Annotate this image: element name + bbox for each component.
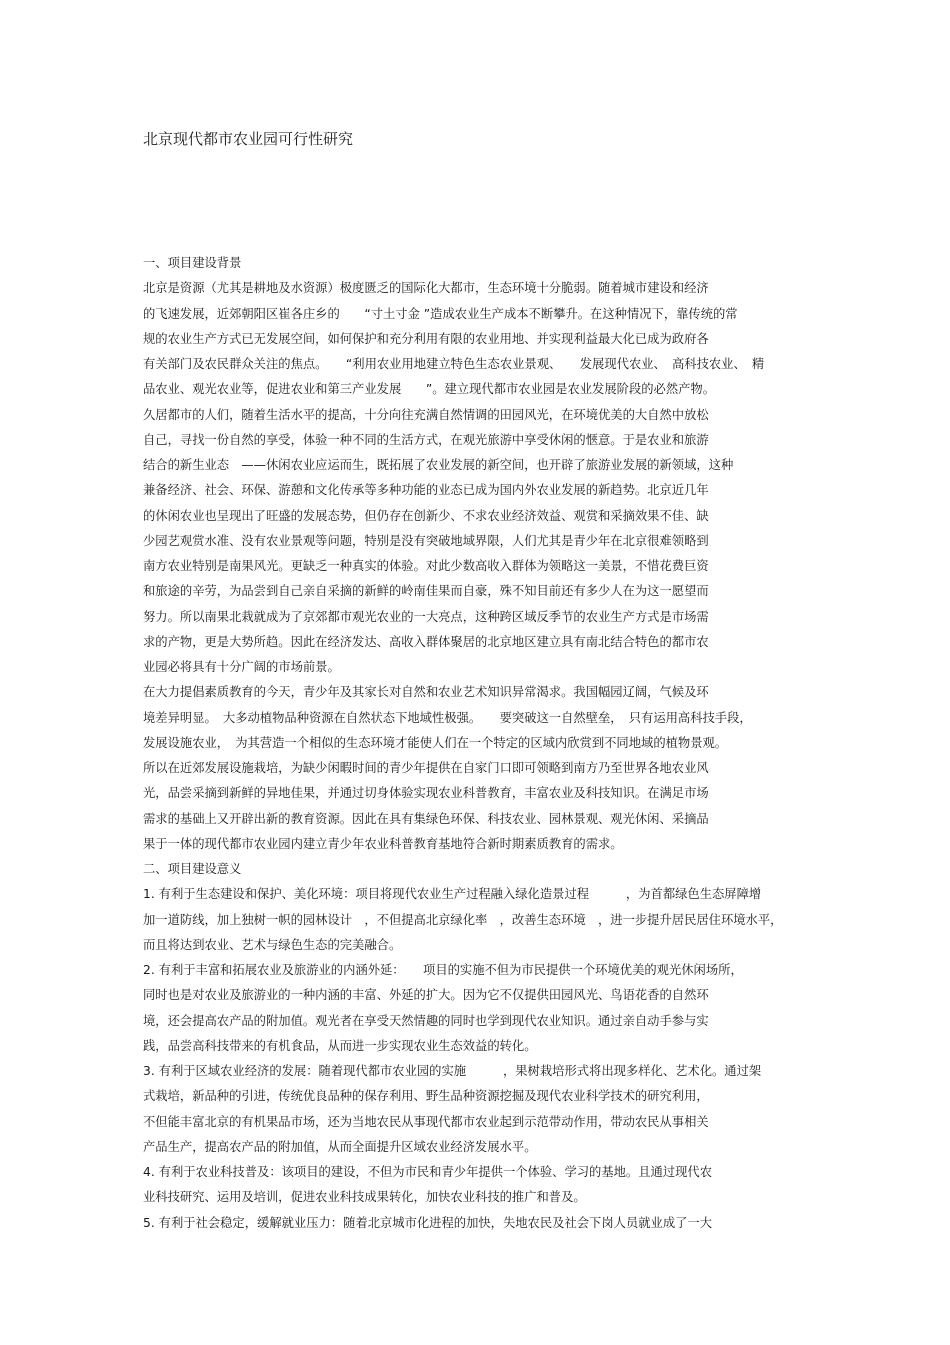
text-line: 兼备经济、社会、环保、游憩和文化传承等多种功能的业态已成为国内外农业发展的新趋势。北京近几年 [143, 483, 709, 498]
text-line: 自己，寻找一份自然的享受，体验一种不同的生活方式，在观光旅游中享受休闲的惬意。于是农业和旅游 [143, 432, 709, 447]
text-line: 二、项目建设意义 [143, 862, 242, 876]
text-line: 同时也是对农业及旅游业的一种内涵的丰富、外延的扩大。因为它不仅提供田园风光、鸟语花香的自然环 [143, 988, 709, 1003]
text-line: 式栽培，新品种的引进，传统优良品种的保存利用、野生品种资源挖掘及现代农业科学技术的研究利用， [143, 1089, 709, 1104]
text-line: 不但能丰富北京的有机果品市场，还为当地农民从事现代都市农业起到示范带动作用，带动农民从事相关 [143, 1114, 709, 1129]
text-line: 求的产物，更是大势所趋。因此在经济发达、高收入群体聚居的北京地区建立具有南北结合特色的都市农 [143, 634, 709, 649]
text-line: 境，还会提高农产品的附加值。观光者在享受天然情趣的同时也学到现代农业知识。通过亲自动手参与实 [143, 1013, 709, 1028]
text-line: 5. 有利于社会稳定，缓解就业压力：随着北京城市化进程的加快，失地农民及社会下岗人员就业成了一大 [143, 1215, 713, 1230]
text-line: 在大力提倡素质教育的今天，青少年及其家长对自然和农业艺术知识异常渴求。我国幅园辽阔，气候及环 [143, 685, 709, 700]
text-line: 一、项目建设背景 [143, 256, 242, 270]
text-line: 4. 有利于农业科技普及：该项目的建设，不但为市民和青少年提供一个体验、学习的基地。且通过现代农 [143, 1165, 713, 1179]
text-line: 结合的新生业态 ——休闲农业应运而生，既拓展了农业发展的新空间，也开辟了旅游业发展的新领域，这种 [143, 458, 734, 472]
text-line: 2. 有利于丰富和拓展农业及旅游业的内涵外延： 项目的实施不但为市民提供一个环境优美的观光休闲场所， [143, 963, 743, 977]
text-line: 有关部门及农民群众关注的焦点。 “利用农业用地建立特色生态农业景观、 发展现代农业、 高科技农业、 精 [143, 357, 765, 371]
text-line: 久居都市的人们，随着生活水平的提高，十分向往充满自然情调的田园风光，在环境优美的大自然中放松 [143, 407, 709, 422]
text-line: 1. 有利于生态建设和保护、美化环境：项目将现代农业生产过程融入绿化造景过程 ，为首都绿色生态屏障增 [143, 887, 762, 902]
text-line: 境差异明显。 大多动植物品种资源在自然状态下地域性极强。 要突破这一自然壁垒， 只有运用高科技手段， [143, 710, 752, 725]
text-line: 所以在近郊发展设施栽培，为缺少闲暇时间的青少年提供在自家门口即可领略到南方乃至世界各地农业风 [143, 761, 709, 775]
text-line: 践，品尝高科技带来的有机食品，从而进一步实现农业生态效益的转化。 [143, 1038, 537, 1053]
document-title: 北京现代都市农业园可行性研究 [143, 130, 354, 148]
text-line: 业园必将具有十分广阔的市场前景。 [143, 660, 340, 674]
text-line: 加一道防线，加上独树一帜的园林设计 ，不但提高北京绿化率 ，改善生态环境 ，进一步提升居民居住环境水平， [143, 912, 783, 927]
text-line: 规的农业生产方式已无发展空间，如何保护和充分利用有限的农业用地、并实现利益最大化已成为政府各 [143, 331, 709, 346]
text-line: 发展设施农业， 为其营造一个相似的生态环境才能使人们在一个特定的区域内欣赏到不同地域的植物景观。 [143, 735, 728, 750]
text-line: 南方农业特别是南果风光。更缺乏一种真实的体验。对此少数高收入群体为领略这一美景，不惜花费巨资 [143, 559, 709, 573]
text-line: 而且将达到农业、艺术与绿色生态的完美融合。 [143, 937, 402, 952]
text-line: 产品生产，提高农产品的附加值，从而全面提升区域农业经济发展水平。 [143, 1139, 537, 1154]
text-line: 光，品尝采摘到新鲜的异地佳果，并通过切身体验实现农业科普教育，丰富农业及科技知识。在满足市场 [143, 786, 709, 801]
text-line: 需求的基础上又开辟出新的教育资源。因此在具有集绿色环保、科技农业、园林景观、观光休闲、采摘品 [143, 811, 709, 826]
text-line: 的休闲农业也呈现出了旺盛的发展态势，但仍存在创新少、不求农业经济效益、观赏和采摘效果不佳、缺 [143, 508, 709, 523]
text-line: 业科技研究、运用及培训，促进农业科技成果转化，加快农业科技的推广和普及。 [143, 1190, 586, 1205]
text-line: 和旅途的辛劳，为品尝到自己亲自采摘的新鲜的岭南佳果而自豪，殊不知目前还有多少人在为这一愿望而 [143, 584, 709, 599]
text-line: 3. 有利于区域农业经济的发展：随着现代都市农业园的实施 ，果树栽培形式将出现多样化、艺术化。通过架 [143, 1064, 762, 1078]
document-body [143, 251, 823, 1236]
text-line: 努力。所以南果北栽就成为了京郊都市观光农业的一大亮点，这种跨区域反季节的农业生产方式是市场需 [143, 609, 709, 624]
text-line: 北京是资源（尤其是耕地及水资源）极度匮乏的国际化大都市，生态环境十分脆弱。随着城市建设和经济 [143, 281, 709, 296]
text-line: 果于一体的现代都市农业园内建立青少年农业科普教育基地符合新时期素质教育的需求。 [143, 836, 623, 851]
text-line: 少园艺观赏水准、没有农业景观等问题，特别是没有突破地域界限，人们尤其是青少年在北京很难领略到 [143, 533, 709, 548]
text-line: 品农业、观光农业等，促进农业和第三产业发展 ”。建立现代都市农业园是农业发展阶段的必然产物。 [143, 382, 716, 397]
text-line: 的飞速发展，近郊朝阳区崔各庄乡的 “寸土寸金 ”造成农业生产成本不断攀升。在这种情况下，靠传统的常 [143, 306, 738, 321]
